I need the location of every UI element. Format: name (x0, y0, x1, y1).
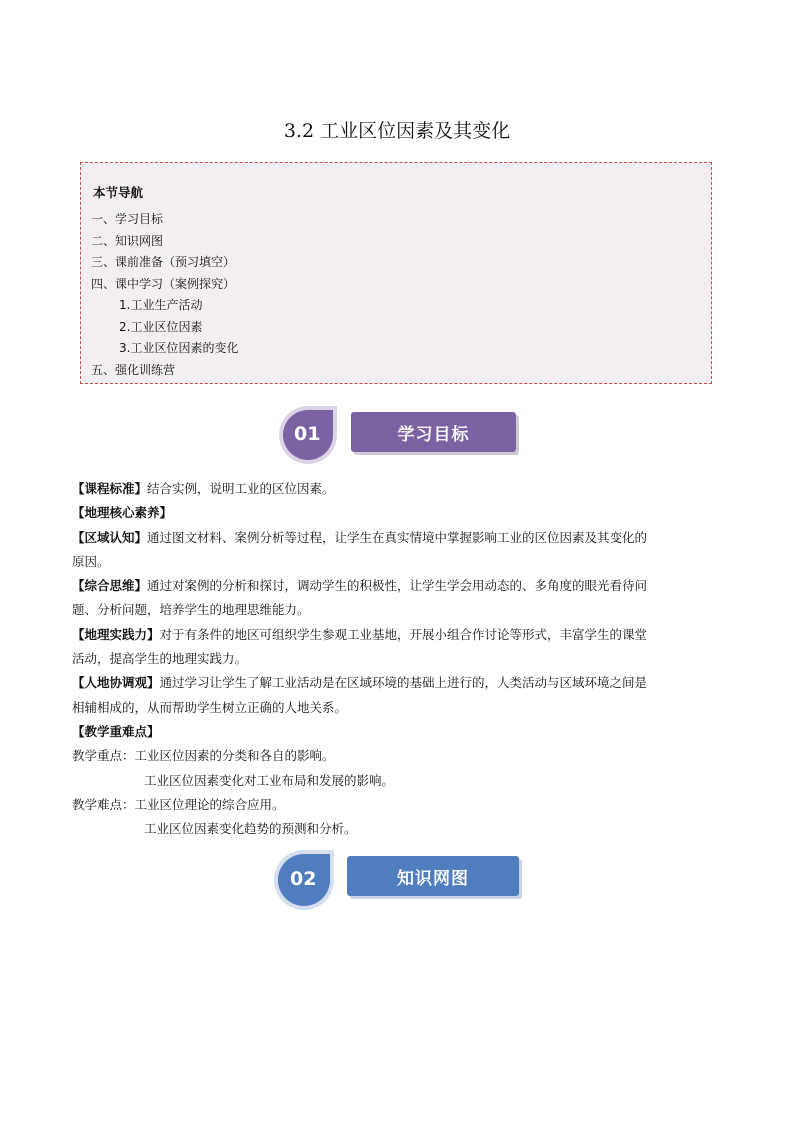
page-title: 3.2 工业区位因素及其变化 (283, 120, 511, 142)
text: 对于有条件的地区可组织学生参观工业基地，开展小组合作讨论等形式，丰富学生的课堂 (159, 626, 648, 642)
nav-subitem[interactable]: 3.工业区位因素的变化 (119, 341, 239, 355)
tag: 【地理实践力】 (72, 626, 160, 642)
text: 活动，提高学生的地理实践力。 (72, 651, 248, 667)
text: 题、分析问题，培养学生的地理思维能力。 (72, 602, 310, 618)
text: 通过对案例的分析和探讨，调动学生的积极性，让学生学会用动态的、多角度的眼光看待问 (147, 578, 648, 594)
nav-item[interactable]: 五、强化训练营 (91, 362, 176, 377)
label: 教学难点： (72, 796, 135, 812)
nav-item[interactable]: 二、知识网图 (91, 233, 164, 248)
text: 通过学习让学生了解工业活动是在区域环境的基础上进行的，人类活动与区域环境之间是 (159, 675, 648, 691)
tag: 【教学重难点】 (72, 723, 160, 739)
text: 工业区位理论的综合应用。 (134, 796, 285, 812)
text: 工业区位因素变化对工业布局和发展的影响。 (144, 772, 395, 788)
nav-heading: 本节导航 (93, 185, 144, 200)
text: 工业区位因素的分类和各自的影响。 (134, 748, 335, 764)
tag: 【课程标准】 (72, 481, 148, 496)
nav-item[interactable]: 四、课中学习（案例探究） (91, 276, 236, 291)
nav-item[interactable]: 三、课前准备（预习填空） (91, 255, 236, 269)
tag: 【区域认知】 (72, 529, 148, 545)
tag: 【综合思维】 (72, 578, 148, 594)
text: 通过图文材料、案例分析等过程，让学生在真实情境中掌握影响工业的区位因素及其变化的 (147, 529, 648, 545)
section-navigation-box (80, 162, 712, 384)
text: 原因。 (72, 553, 110, 569)
nav-list (91, 209, 238, 381)
banner-label: 知识网图 (347, 856, 519, 896)
banner-number: 02 (290, 868, 317, 890)
section-banner-knowledge-map (272, 848, 522, 912)
nav-subitem[interactable]: 2.工业区位因素 (119, 319, 203, 334)
label: 教学重点： (72, 748, 135, 764)
text: 相辅相成的，从而帮助学生树立正确的人地关系。 (72, 699, 348, 715)
nav-subitem[interactable]: 1.工业生产活动 (119, 298, 203, 312)
text: 工业区位因素变化趋势的预测和分析。 (144, 821, 357, 837)
nav-item[interactable]: 一、学习目标 (91, 212, 164, 226)
tag: 【人地协调观】 (72, 675, 160, 691)
learning-goals (72, 477, 722, 841)
banner-number: 01 (294, 423, 321, 445)
banner-label: 学习目标 (351, 412, 516, 452)
section-banner-goals (276, 404, 521, 466)
text: 结合实例，说明工业的区位因素。 (147, 481, 335, 496)
tag: 【地理核心素养】 (72, 505, 173, 521)
